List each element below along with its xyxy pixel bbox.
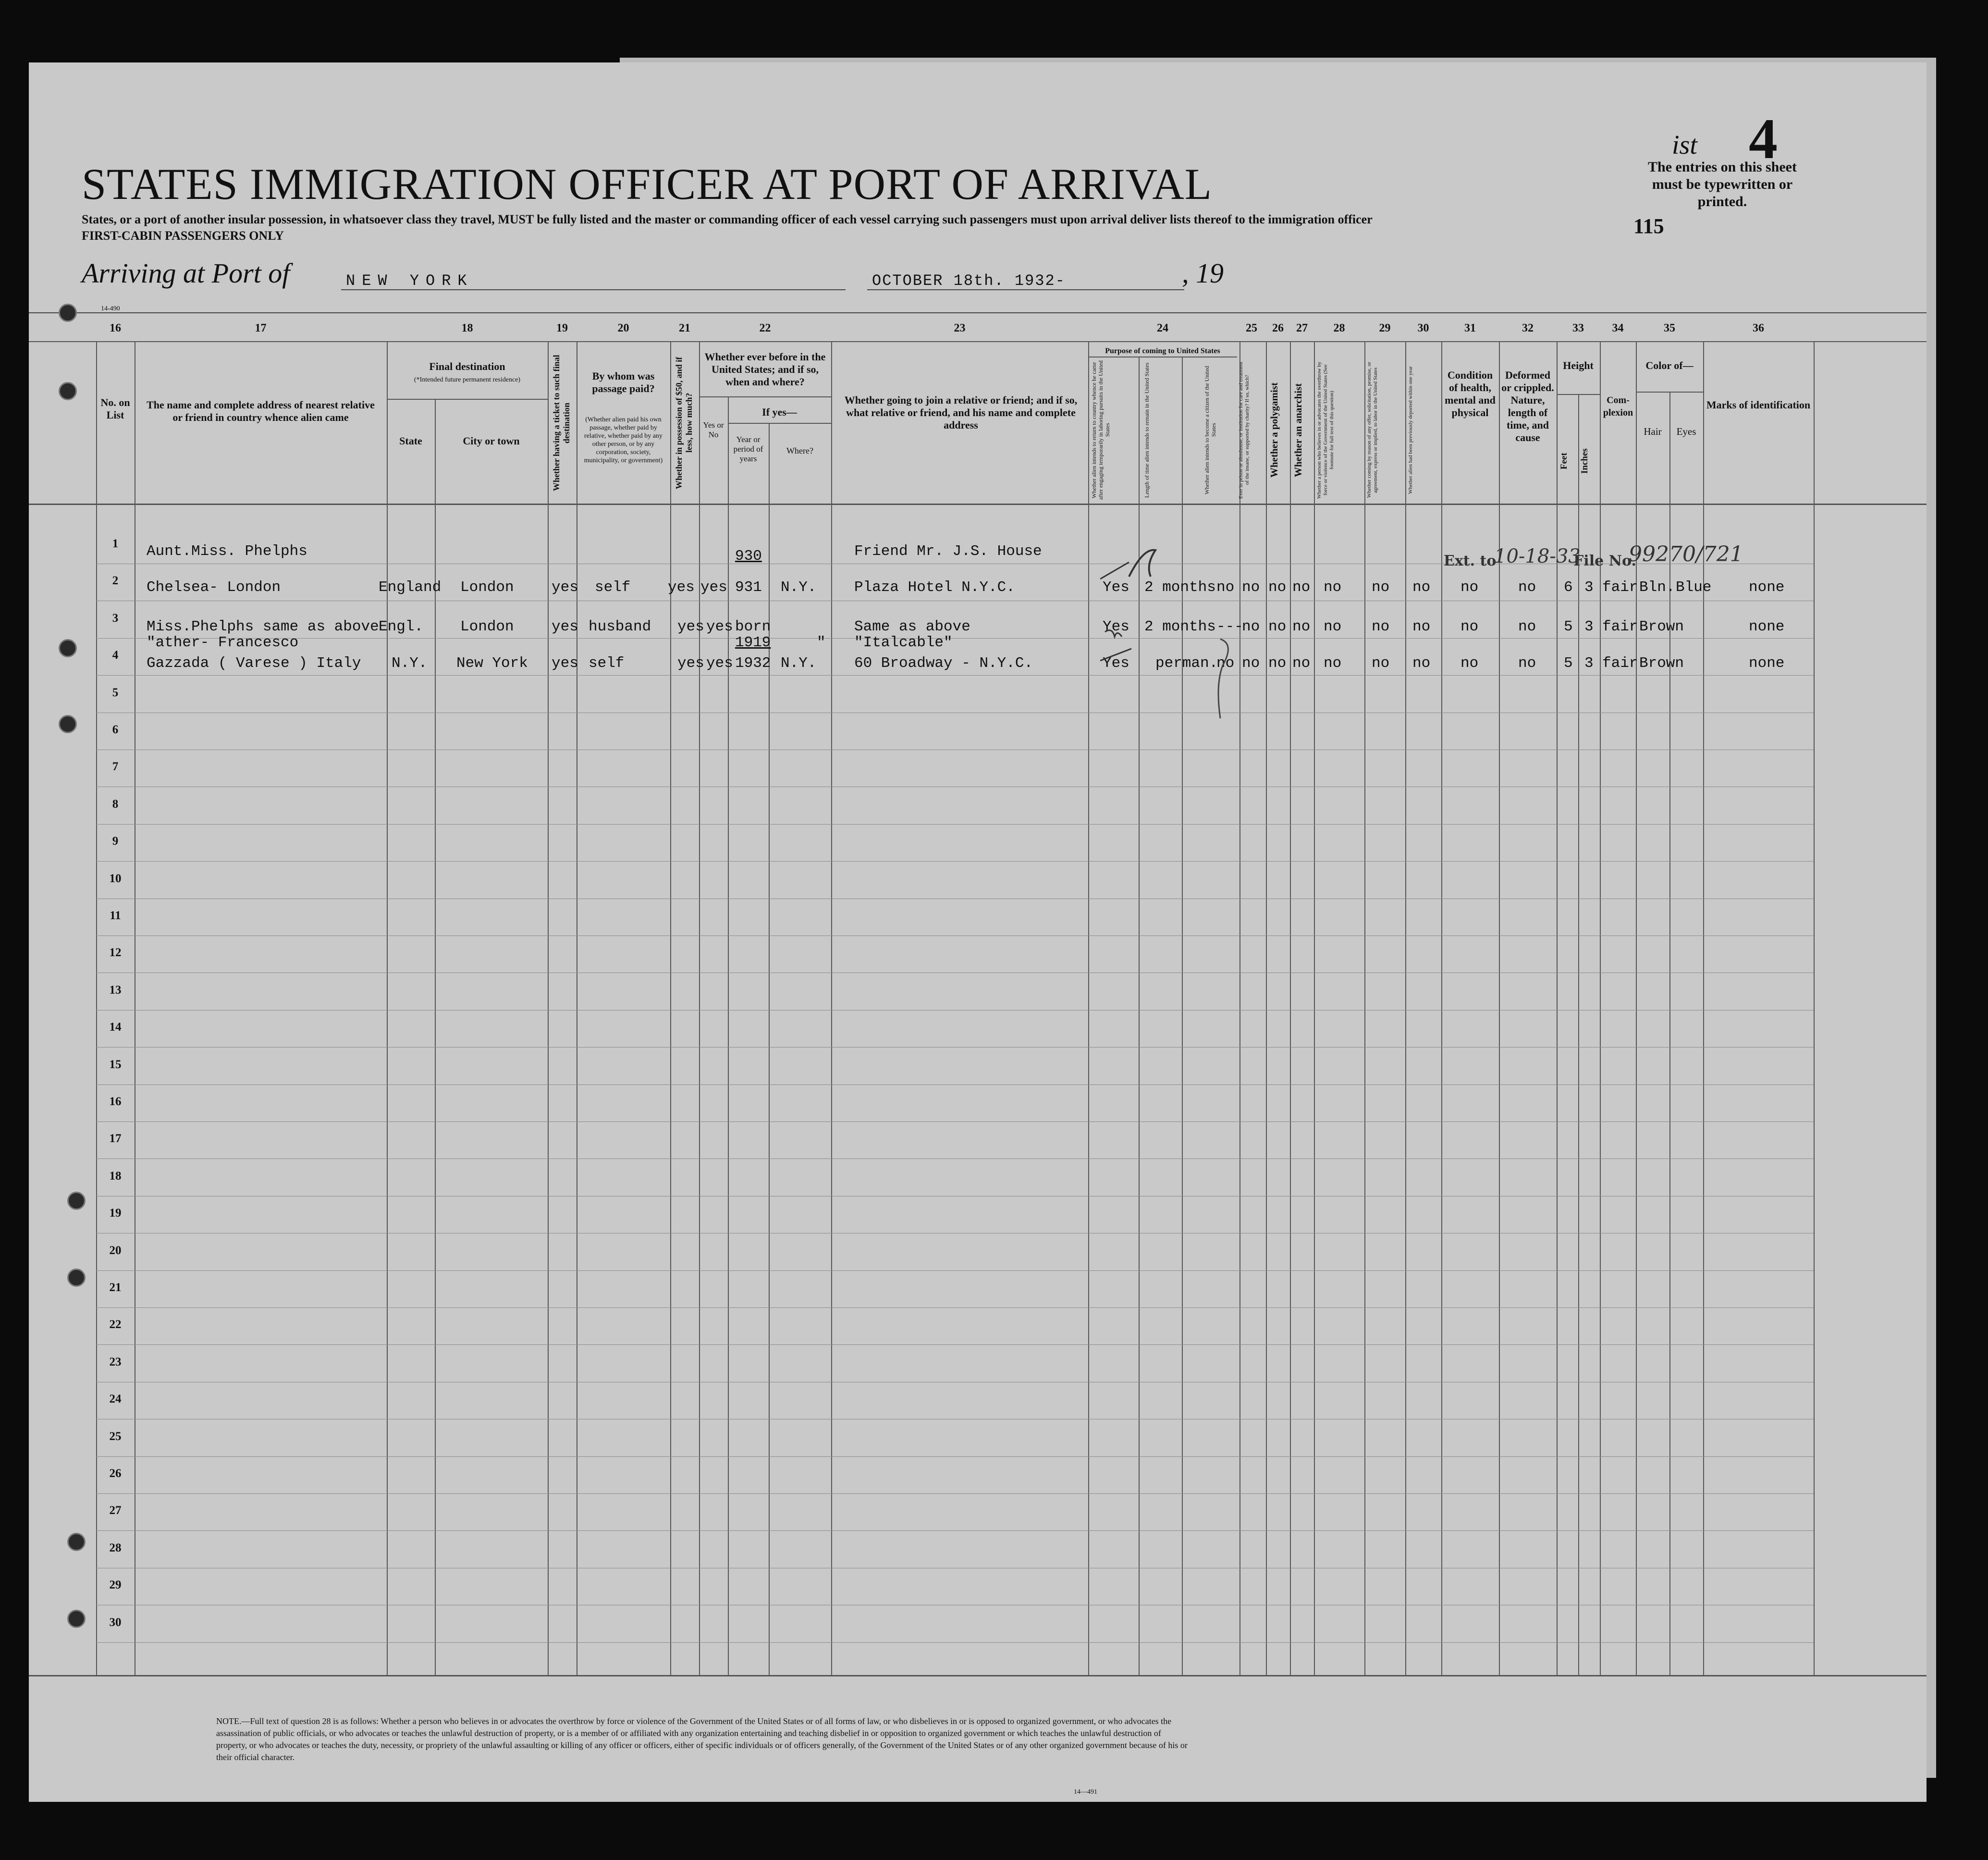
row-rule xyxy=(96,1530,1814,1531)
col-num-28: 28 xyxy=(1333,322,1345,334)
entry-2-q26: no xyxy=(1268,618,1287,635)
entry-2-purpose-citizen: --- xyxy=(1216,618,1243,635)
entry-2-address: Miss.Phelphs same as above xyxy=(147,618,379,635)
col-num-36: 36 xyxy=(1753,322,1764,334)
head-yes-no: Yes or No xyxy=(703,420,724,439)
col-num-16: 16 xyxy=(110,322,121,334)
column-rule xyxy=(670,341,671,1675)
row-rule xyxy=(96,1493,1814,1494)
ditto-mark: " xyxy=(817,634,826,651)
entry-2-year: born xyxy=(735,618,771,635)
row-rule xyxy=(96,638,1814,639)
col-num-26: 26 xyxy=(1272,322,1284,334)
head-fifty: Whether in possession of $50, and if less, how much? xyxy=(674,357,694,489)
row-rule xyxy=(96,861,1814,862)
manifest-sheet xyxy=(29,62,1927,1802)
binder-hole xyxy=(67,1269,86,1287)
cabin-class: FIRST-CABIN PASSENGERS ONLY xyxy=(82,229,284,243)
head-anarchist: Whether an anarchist xyxy=(1292,383,1304,477)
row-number: 17 xyxy=(109,1132,122,1145)
page-title: STATES IMMIGRATION OFFICER AT PORT OF ARRIVAL xyxy=(82,160,1212,209)
row-number: 11 xyxy=(110,909,121,922)
row-number: 30 xyxy=(109,1616,122,1629)
entry-3-deformed: no xyxy=(1518,655,1536,672)
footnote-form-code: 14—491 xyxy=(1074,1788,1097,1796)
col-number-rule xyxy=(29,341,1927,342)
row-rule xyxy=(96,1121,1814,1122)
entry-1-relative: Aunt.Miss. Phelphs xyxy=(147,543,307,560)
entry-1-purpose-length: 2 months xyxy=(1144,579,1216,596)
row-number: 26 xyxy=(109,1467,122,1480)
entry-1-join: Plaza Hotel N.Y.C. xyxy=(854,579,1015,596)
entry-3-purpose-return: Yes xyxy=(1103,655,1129,672)
head-q29: Whether coming by reason of any offer, solicitation, promise, or agreement, express or implied, to labor in the United States xyxy=(1366,362,1378,498)
entry-1-hair: Bln. xyxy=(1639,579,1675,596)
entry-1-before: yes xyxy=(700,579,727,596)
file-number: 99270/721 xyxy=(1629,542,1743,567)
row-number: 12 xyxy=(109,946,122,959)
column-rule xyxy=(831,341,832,1675)
head-by-whom-note: (Whether alien paid his own passage, whether paid by relative, whether paid by any other person, or by any corporation, society, municipality, or government) xyxy=(584,416,663,464)
row-number: 23 xyxy=(109,1355,122,1368)
col-num-25: 25 xyxy=(1246,322,1257,334)
ext-label: Ext. to xyxy=(1444,553,1497,569)
head-complexion: Com- plexion xyxy=(1603,395,1633,418)
head-where: Where? xyxy=(786,446,813,456)
row-rule xyxy=(96,675,1814,676)
entry-2-q27: no xyxy=(1292,618,1311,635)
entries-note: The entries on this sheet must be typewritten or printed. xyxy=(1648,159,1797,209)
row-number: 2 xyxy=(112,574,119,587)
col-num-29: 29 xyxy=(1379,322,1391,334)
entry-3-join-above: "Italcable" xyxy=(854,634,953,651)
col-num-24: 24 xyxy=(1157,322,1168,334)
head-if-yes: If yes— xyxy=(762,406,797,418)
entry-2-complexion: fair xyxy=(1602,618,1638,635)
entry-3-paid-by: self xyxy=(589,655,625,672)
ever-before-split-rule xyxy=(699,396,831,397)
row-number: 21 xyxy=(109,1281,122,1294)
entry-3-city: New York xyxy=(456,655,528,672)
table-bottom-rule xyxy=(29,1675,1927,1676)
entry-1-where: N.Y. xyxy=(781,579,817,596)
head-prison: Ever in prison or almshouse, or institution for care and treatment of the insane, or supported by charity? If so, which? xyxy=(1238,361,1250,499)
entry-3-q30: no xyxy=(1412,655,1431,672)
if-yes-split-rule xyxy=(728,423,831,424)
head-health: Condition of health, mental and physical xyxy=(1445,369,1496,419)
row-number: 18 xyxy=(109,1170,122,1183)
row-number: 29 xyxy=(109,1578,122,1591)
head-inches: Inches xyxy=(1580,448,1590,474)
entry-3-q27: no xyxy=(1292,655,1311,672)
head-no-on-list: No. on List xyxy=(100,396,130,421)
head-q28: Whether a person who believes in or advocates the overthrow by force or violence of the Government of the United States (See footnote for full text of this question) xyxy=(1316,361,1335,499)
entry-3-purpose-length: perman. xyxy=(1155,655,1218,672)
binder-hole xyxy=(67,1192,86,1210)
col-num-22: 22 xyxy=(759,322,771,334)
column-rule xyxy=(548,341,549,1675)
col-num-19: 19 xyxy=(556,322,568,334)
binder-hole xyxy=(59,304,77,322)
entry-3-hair: Brown xyxy=(1639,655,1684,672)
column-rule xyxy=(1814,341,1815,1675)
entry-3-state: N.Y. xyxy=(392,655,428,672)
height-split-rule xyxy=(1557,394,1600,395)
entry-2-ticket: yes xyxy=(552,618,578,635)
row-number: 19 xyxy=(109,1207,122,1219)
head-state: State xyxy=(399,435,422,447)
column-rule xyxy=(1600,341,1601,1675)
row-number: 1 xyxy=(112,537,119,550)
column-rule xyxy=(1314,341,1315,1675)
entry-3-year-above: 1919 xyxy=(735,634,771,651)
col-num-17: 17 xyxy=(255,322,267,334)
head-marks: Marks of identification xyxy=(1706,399,1811,411)
entry-3-year: 1932 xyxy=(735,655,771,672)
entry-1-address: Chelsea- London xyxy=(147,579,281,596)
row-number: 15 xyxy=(109,1058,122,1071)
entry-2-marks: none xyxy=(1749,618,1785,635)
entry-2-q30: no xyxy=(1412,618,1431,635)
row-rule xyxy=(96,1456,1814,1457)
entry-3-q29: no xyxy=(1372,655,1390,672)
column-rule xyxy=(769,423,770,1675)
col-num-20: 20 xyxy=(617,322,629,334)
head-color-of: Color of— xyxy=(1645,359,1693,371)
binder-hole xyxy=(67,1533,86,1551)
column-rule xyxy=(1703,341,1704,1675)
binder-hole xyxy=(67,1610,86,1628)
row-rule xyxy=(96,1642,1814,1643)
head-height: Height xyxy=(1563,359,1594,371)
column-rule xyxy=(387,341,388,1675)
row-number: 3 xyxy=(112,612,119,625)
row-number: 13 xyxy=(109,984,122,997)
handwritten-marks xyxy=(1100,548,1239,721)
file-label: File No. xyxy=(1573,553,1636,569)
entry-1-complexion: fair xyxy=(1602,579,1638,596)
entry-2-q29: no xyxy=(1372,618,1390,635)
col-num-33: 33 xyxy=(1572,322,1584,334)
entry-3-relative: "ather- Francesco xyxy=(147,634,299,651)
column-rule xyxy=(1290,341,1291,1675)
entry-1-q26: no xyxy=(1268,579,1287,596)
entry-3-marks: none xyxy=(1749,655,1785,672)
entry-2-city: London xyxy=(460,618,514,635)
column-rule xyxy=(1578,394,1579,1675)
port-value: NEW YORK xyxy=(346,272,474,290)
head-ever-before: Whether ever before in the United States; and if so, when and where? xyxy=(704,351,826,388)
entry-3-q25: no xyxy=(1242,655,1260,672)
col-num-31: 31 xyxy=(1464,322,1476,334)
head-feet: Feet xyxy=(1559,453,1569,470)
final-dest-split-rule xyxy=(387,399,548,400)
row-number: 6 xyxy=(112,723,119,736)
row-number: 8 xyxy=(112,798,119,811)
col-num-30: 30 xyxy=(1417,322,1429,334)
entry-1-q29: no xyxy=(1372,579,1390,596)
entry-2-deformed: no xyxy=(1518,618,1536,635)
entry-1-paid-by: self xyxy=(595,579,631,596)
entry-1-purpose-citizen: no xyxy=(1216,579,1235,596)
entry-3-feet: 5 xyxy=(1564,655,1573,672)
row-number: 27 xyxy=(109,1504,122,1517)
entry-2-feet: 5 xyxy=(1564,618,1573,635)
head-hair: Hair xyxy=(1644,426,1662,437)
row-number: 24 xyxy=(109,1392,122,1405)
color-split-rule xyxy=(1636,392,1703,393)
head-final-destination: Final destination xyxy=(429,360,505,372)
entry-1-purpose-return: Yes xyxy=(1103,579,1129,596)
entry-2-health: no xyxy=(1460,618,1479,635)
row-number: 22 xyxy=(109,1318,122,1331)
row-rule xyxy=(96,824,1814,825)
entry-1-marks: none xyxy=(1749,579,1785,596)
entry-1-q30: no xyxy=(1412,579,1431,596)
entry-3-address: Gazzada ( Varese ) Italy xyxy=(147,655,361,672)
binder-hole xyxy=(59,382,77,400)
entry-1-feet: 6 xyxy=(1564,579,1573,596)
entry-3-where: N.Y. xyxy=(781,655,817,672)
head-eyes: Eyes xyxy=(1676,426,1696,437)
column-rule xyxy=(1088,341,1089,1675)
entry-1-inches: 3 xyxy=(1584,579,1594,596)
row-number: 20 xyxy=(109,1244,122,1257)
head-ticket: Whether having a ticket to such final destination xyxy=(552,355,571,491)
arriving-label: Arriving at Port of xyxy=(82,258,290,289)
entry-1-state: England xyxy=(379,579,442,596)
entry-1-join-above: Friend Mr. J.S. House xyxy=(854,543,1042,560)
entry-3-before: yes xyxy=(706,655,733,672)
row-number: 7 xyxy=(112,760,119,773)
header-bottom-rule xyxy=(29,504,1927,505)
list-label: ist xyxy=(1672,130,1697,160)
entry-2-inches: 3 xyxy=(1584,618,1594,635)
row-number: 16 xyxy=(109,1095,122,1108)
entry-2-state: Engl. xyxy=(379,618,424,635)
row-number: 10 xyxy=(109,872,122,885)
head-deformed: Deformed or crippled. Nature, length of time, and cause xyxy=(1501,369,1554,443)
entry-1-year: 931 xyxy=(735,579,762,596)
entry-3-fifty: yes xyxy=(677,655,704,672)
head-purpose-length: Length of time alien intends to remain in the United States xyxy=(1143,362,1150,498)
entry-2-fifty: yes xyxy=(677,618,704,635)
entry-1-fifty: yes xyxy=(668,579,695,596)
entry-2-q25: no xyxy=(1242,618,1260,635)
form-code: 14-490 xyxy=(101,305,120,312)
entry-2-paid-by: husband xyxy=(589,618,651,635)
entry-1-eyes: Blue xyxy=(1676,579,1712,596)
row-number: 4 xyxy=(112,649,119,662)
question-28-footnote: NOTE.—Full text of question 28 is as follows: Whether a person who believes in or advocates the overthrow by force or violence of the Government of the United States or of all forms of law, or who disbelieves in or is opposed to organized government, or who advocates the assassination of public officials, or who advocates or teaches the unlawful destruction of property, or is a member of or affiliated with any organization entertaining and teaching disbelief in or opposition to organized government or which teaches the unlawful destruction of property, or who advocates or teaches the duty, necessity, or propriety of the unlawful assaulting or killing of any officer or officers, either of specific individuals or of officers generally, of the Government of the United States or of any other organized government because of his or their official character. xyxy=(216,1716,1188,1762)
entry-2-purpose-length: 2 months xyxy=(1144,618,1216,635)
entry-3-q26: no xyxy=(1268,655,1287,672)
binder-hole xyxy=(59,639,77,657)
column-rule xyxy=(1364,341,1365,1675)
entry-1-year-above: 930 xyxy=(735,548,762,565)
table-top-rule xyxy=(29,312,1927,313)
entry-3-join: 60 Broadway - N.Y.C. xyxy=(854,655,1033,672)
ext-date: 10-18-33 xyxy=(1494,545,1581,567)
entry-1-health: no xyxy=(1460,579,1479,596)
column-rule xyxy=(1557,341,1558,1675)
head-by-whom: By whom was passage paid? xyxy=(592,370,655,394)
binder-hole xyxy=(59,715,77,733)
entry-3-q28: no xyxy=(1324,655,1342,672)
column-rule xyxy=(1239,341,1240,1675)
row-rule xyxy=(96,1158,1814,1159)
header-subtitle: States, or a port of another insular possession, in whatsoever class they travel, MUST be fully listed and the master or commanding officer of each vessel carrying such passengers must upon arrival deliver lists thereof to the immigration officer xyxy=(82,212,1373,226)
head-city: City or town xyxy=(463,435,520,447)
entry-2-before: yes xyxy=(706,618,733,635)
entry-1-q25: no xyxy=(1242,579,1260,596)
row-number: 14 xyxy=(109,1021,122,1034)
head-final-destination-note: (*Intended future permanent residence) xyxy=(414,376,521,383)
entry-3-ticket: yes xyxy=(552,655,578,672)
column-rule xyxy=(728,396,729,1675)
entry-1-q27: no xyxy=(1292,579,1311,596)
head-year-period: Year or period of years xyxy=(733,435,763,463)
arrival-date: OCTOBER 18th. 1932- xyxy=(872,272,1066,290)
entry-2-join: Same as above xyxy=(854,618,970,635)
column-rule xyxy=(1636,341,1637,1675)
col-num-21: 21 xyxy=(679,322,690,334)
column-rule xyxy=(1499,341,1500,1675)
row-rule xyxy=(96,1307,1814,1308)
row-rule xyxy=(96,1270,1814,1271)
head-purpose-return: Whether alien intends to return to country whence he came after engaging temporarily in laboring pursuits in the United States xyxy=(1091,360,1111,500)
entry-1-deformed: no xyxy=(1518,579,1536,596)
list-number: 4 xyxy=(1749,107,1778,171)
row-number: 25 xyxy=(109,1430,122,1443)
entry-2-q28: no xyxy=(1324,618,1342,635)
entry-1-q28: no xyxy=(1324,579,1342,596)
head-polygamist: Whether a polygamist xyxy=(1268,382,1280,478)
year-prefix: , 19 xyxy=(1182,258,1224,289)
row-number: 28 xyxy=(109,1541,122,1554)
entry-1-city: London xyxy=(460,579,514,596)
page-number: 115 xyxy=(1633,214,1664,238)
entry-2-purpose-return: Yes xyxy=(1103,618,1129,635)
col-num-34: 34 xyxy=(1612,322,1624,334)
entry-2-hair: Brown xyxy=(1639,618,1684,635)
column-rule xyxy=(699,341,700,1675)
row-number: 9 xyxy=(112,835,119,848)
col-num-27: 27 xyxy=(1296,322,1308,334)
column-rule xyxy=(1266,341,1267,1675)
head-join: Whether going to join a relative or friend; and if so, what relative or friend, and his name and complete address xyxy=(844,394,1078,431)
entry-3-inches: 3 xyxy=(1584,655,1594,672)
col-num-35: 35 xyxy=(1664,322,1675,334)
head-name-address: The name and complete address of nearest relative or friend in country whence alien came xyxy=(147,399,375,423)
col-num-18: 18 xyxy=(461,322,473,334)
entry-3-purpose-citizen: no xyxy=(1216,655,1235,672)
entry-3-health: no xyxy=(1460,655,1479,672)
row-number: 5 xyxy=(112,686,119,699)
column-rule xyxy=(1441,341,1442,1675)
head-purpose: Purpose of coming to United States xyxy=(1105,347,1220,355)
head-q30: Whether alien had been previously deported within one year xyxy=(1408,366,1413,494)
col-num-32: 32 xyxy=(1522,322,1534,334)
col-num-23: 23 xyxy=(954,322,966,334)
head-purpose-citizen: Whether alien intends to become a citizen of the United States xyxy=(1203,366,1217,494)
row-rule xyxy=(96,1344,1814,1345)
entry-1-ticket: yes xyxy=(552,579,578,596)
column-rule xyxy=(1405,341,1406,1675)
row-rule xyxy=(96,1084,1814,1085)
entry-3-complexion: fair xyxy=(1602,655,1638,672)
